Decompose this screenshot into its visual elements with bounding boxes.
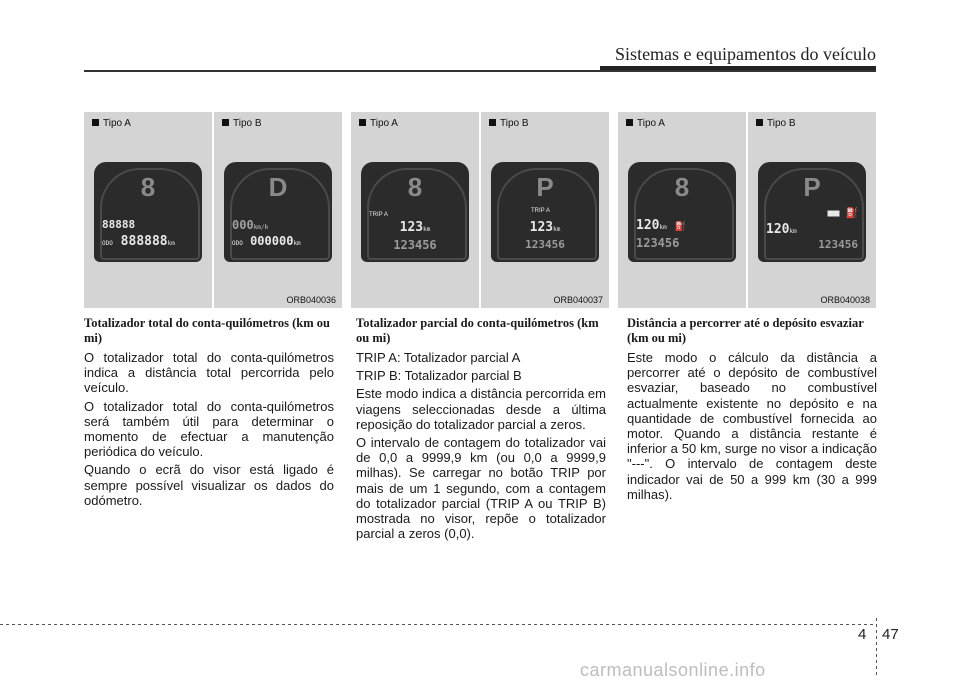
figure-panel-odometer [84, 112, 342, 308]
readout-line2: ODO 000000km [232, 234, 301, 248]
page-header-title: Sistemas e equipamentos do veículo [615, 44, 876, 64]
text-column-trip [356, 316, 606, 544]
readout-line2: 123456 [393, 238, 437, 252]
header-rule [84, 70, 876, 72]
cluster-display [491, 162, 599, 262]
readout-line1: 123km [529, 220, 561, 235]
section-heading: Totalizador total do conta-quilómetros (km ou mi) [84, 316, 330, 345]
cluster-display [94, 162, 202, 262]
cluster-display [361, 162, 469, 262]
readout-line1: 123km [399, 220, 431, 235]
type-b-label: Tipo B [489, 118, 529, 129]
paragraph: O intervalo de contagem do totalizador vai de 0,0 a 9999,9 km (ou 0,0 a 9999,9 milhas). Se carregar no botão TRIP por mais de um 1 segundo, com a contagem do totalizador parcial (TRIP A ou TRIP B) mostrada no visor, repõe o totalizador parcial a zeros (0,0). [356, 435, 606, 542]
figure-type-a [84, 112, 212, 308]
gear-indicator: D [268, 172, 288, 202]
figure-type-b [748, 112, 876, 308]
type-a-label: Tipo A [626, 118, 665, 129]
paragraph: O totalizador total do conta-quilómetros indica a distância total percorrida pelo veículo. [84, 350, 334, 396]
type-b-label: Tipo B [756, 118, 796, 129]
paragraph: Este modo indica a distância percorrida em viagens seleccionadas desde a última reposição do totalizador parcial a zeros. [356, 386, 606, 432]
trip-tag: TRIP A [531, 208, 550, 214]
figure-type-b [481, 112, 609, 308]
gear-indicator: P [536, 172, 554, 202]
readout-line1: 88888 [102, 218, 136, 231]
readout-line2: 123456 [525, 238, 565, 251]
trip-tag: TRIP A [369, 212, 388, 218]
readout-line1: 120km [766, 222, 797, 237]
gear-indicator: 8 [674, 172, 690, 202]
figure-panel-range [618, 112, 876, 308]
readout-line2: ODO 888888km [102, 234, 175, 249]
text-column-range [627, 316, 877, 505]
cluster-display [628, 162, 736, 262]
figure-code: ORB040038 [820, 295, 870, 305]
readout-line1: 000km/h [232, 218, 269, 232]
paragraph: O totalizador total do conta-quilómetros será também útil para determinar o momento de efectuar a manutenção periódica do veículo. [84, 398, 334, 460]
figure-type-b [214, 112, 342, 308]
fuel-pump-icon: ⛽ [674, 222, 686, 232]
type-a-label: Tipo A [359, 118, 398, 129]
paragraph: Quando o ecrã do visor está ligado é sempre possível visualizar os dados do odómetro. [84, 462, 334, 508]
gear-indicator: 8 [140, 172, 156, 202]
readout-line2: 123456 [818, 238, 858, 251]
type-a-label: Tipo A [92, 118, 131, 129]
text-column-odometer [84, 316, 334, 511]
page-number: 47 [882, 626, 899, 643]
section-heading: Distância a percorrer até o depósito esvaziar (km ou mi) [627, 316, 864, 345]
figure-type-a [618, 112, 746, 308]
car-fuel-icon: ■■ ⛽ [827, 208, 858, 219]
footer-rule [0, 624, 876, 625]
cluster-display [224, 162, 332, 262]
gear-indicator: P [803, 172, 821, 202]
figure-code: ORB040036 [286, 295, 336, 305]
footer-vertical-rule [876, 618, 877, 678]
type-b-label: Tipo B [222, 118, 262, 129]
gear-indicator: 8 [407, 172, 423, 202]
cluster-display [758, 162, 866, 262]
figure-code: ORB040037 [553, 295, 603, 305]
paragraph: TRIP A: Totalizador parcial A [356, 350, 521, 365]
watermark: carmanualsonline.info [580, 660, 766, 680]
readout-line1: 120km ⛽ [636, 218, 686, 233]
figure-panel-trip [351, 112, 609, 308]
figure-type-a [351, 112, 479, 308]
readout-line2: 123456 [636, 236, 680, 250]
paragraph: Este modo o cálculo da distância a percorrer até o depósito de combustível esvaziar, baseado no combustível actualmente existente no depósito e na quantidade de combustível fornecida ao motor. Quando a distância restante é inferior a 50 km, surge no visor a indicação "---". O intervalo de contagem deste indicador vai de 50 a 999 km (30 a 999 milhas). [627, 350, 877, 502]
paragraph: TRIP B: Totalizador parcial B [356, 368, 522, 384]
chapter-number: 4 [858, 626, 867, 643]
section-heading: Totalizador parcial do conta-quilómetros (km ou mi) [356, 316, 599, 345]
